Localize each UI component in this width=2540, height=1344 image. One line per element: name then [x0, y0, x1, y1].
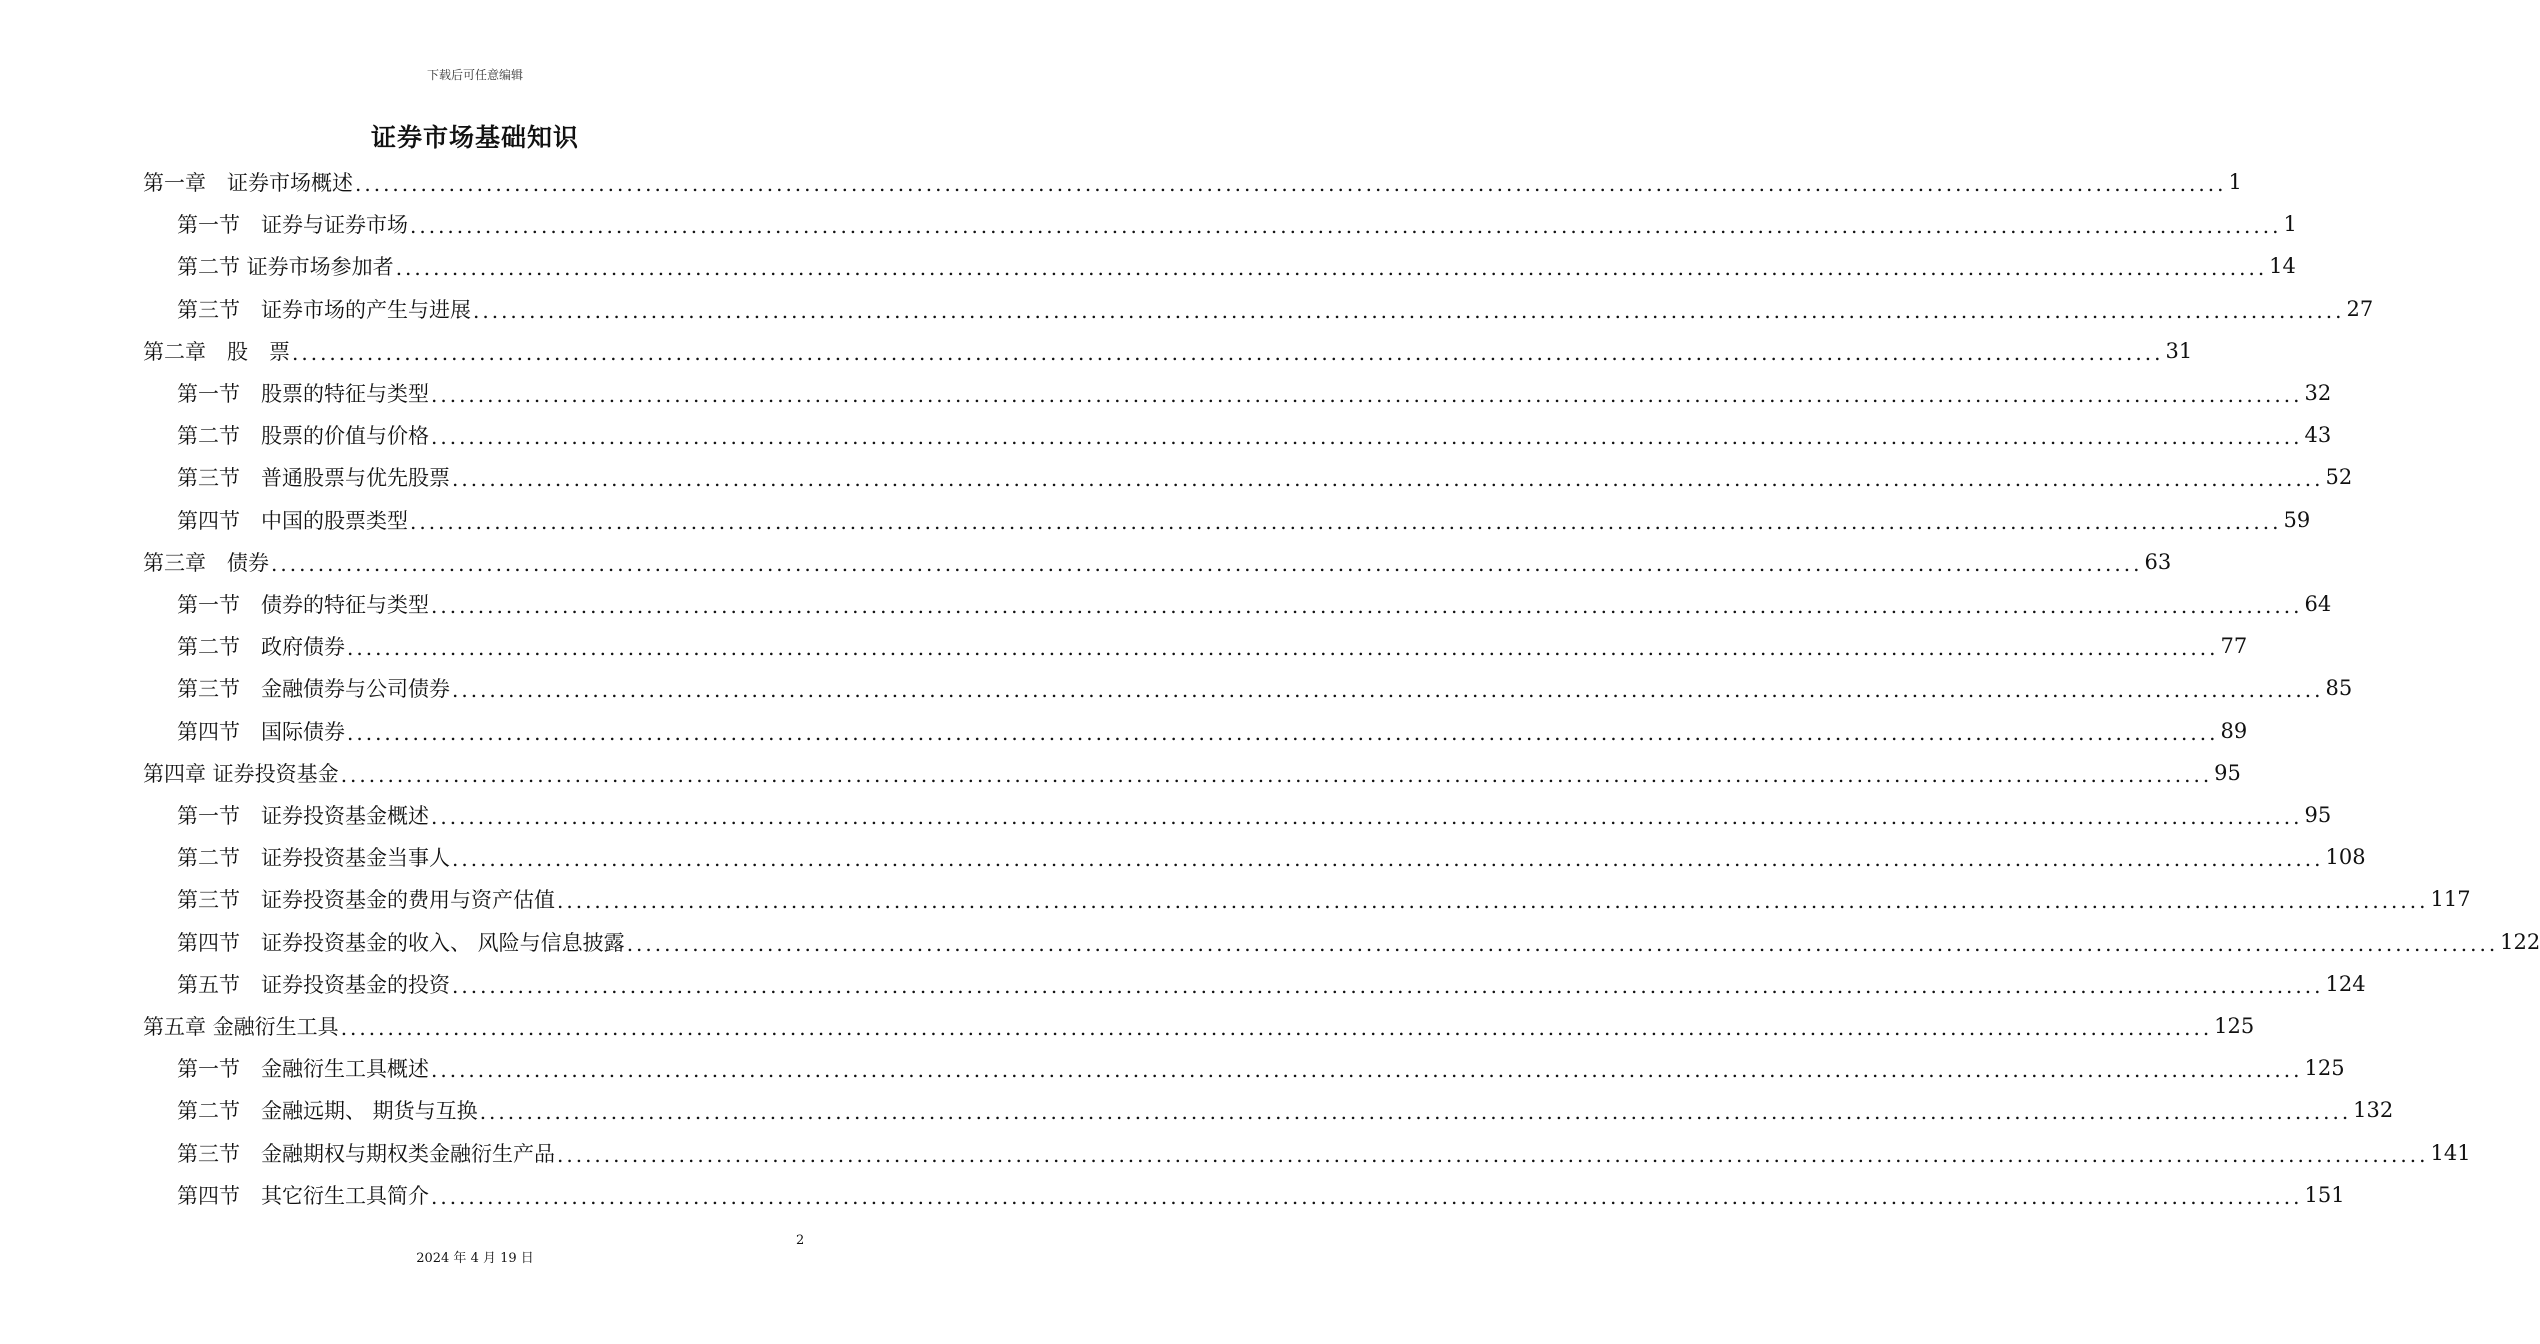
- footer-date: 2024 年 4 月 19 日: [416, 1251, 534, 1266]
- toc-entry-page: 1: [2283, 212, 2297, 237]
- toc-entry-label: 第四章 证券投资基金: [143, 761, 339, 786]
- toc-section-entry[interactable]: [177, 1174, 2345, 1216]
- toc-entry-page: 95: [2214, 760, 2241, 785]
- toc-section-entry[interactable]: [177, 921, 2540, 963]
- toc-dot-leader: ........................................................................................................................................................................................................: [431, 1058, 2303, 1083]
- toc-entry-label: 第三节 金融期权与期权类金融衍生产品: [177, 1141, 555, 1166]
- toc-dot-leader: ........................................................................................................................................................................................................: [340, 1016, 2213, 1040]
- toc-entry-label: 第三节 金融债券与公司债券: [177, 677, 450, 702]
- toc-entry-page: 64: [2304, 592, 2332, 616]
- toc-entry-label: 第四节 中国的股票类型: [177, 508, 408, 533]
- toc-section-entry[interactable]: [177, 583, 2332, 625]
- toc-section-entry[interactable]: [177, 456, 2353, 498]
- toc-entry-label: 第一节 证券与证券市场: [177, 213, 408, 238]
- toc-section-entry[interactable]: [177, 499, 2311, 541]
- toc-entry-label: 第四节 国际债券: [177, 719, 345, 744]
- toc-dot-leader: ........................................................................................................................................................................................................: [452, 678, 2324, 703]
- toc-entry-page: 59: [2283, 507, 2311, 532]
- toc-entry-page: 63: [2144, 549, 2172, 574]
- toc-section-entry[interactable]: [177, 836, 2366, 878]
- toc-entry-label: 第二节 证券投资基金当事人: [177, 846, 450, 871]
- toc-entry-label: 第一节 股票的特征与类型: [177, 382, 429, 406]
- toc-entry-page: 125: [2214, 1014, 2255, 1038]
- toc-dot-leader: ........................................................................................................................................................................................................: [271, 551, 2143, 576]
- toc-entry-label: 第四节 其它衍生工具简介: [177, 1183, 429, 1208]
- toc-entry-page: 95: [2304, 803, 2332, 827]
- toc-section-entry[interactable]: [177, 414, 2332, 456]
- toc-entry-label: 第一节 金融衍生工具概述: [177, 1057, 429, 1082]
- toc-entry-label: 第四节 证券投资基金的收入、 风险与信息披露: [177, 930, 625, 955]
- toc-dot-leader: ........................................................................................................................................................................................................: [473, 298, 2345, 323]
- toc-dot-leader: ........................................................................................................................................................................................................: [347, 720, 2219, 745]
- document-title: 证券市场基础知识: [370, 123, 579, 152]
- toc-entry-page: 32: [2304, 381, 2332, 405]
- toc-section-entry[interactable]: [177, 794, 2332, 836]
- toc-entry-label: 第五节 证券投资基金的投资: [177, 972, 450, 997]
- toc-entry-label: 第一节 证券投资基金概述: [177, 804, 429, 828]
- toc-entry-page: 141: [2430, 1140, 2471, 1165]
- toc-entry-page: 89: [2220, 718, 2248, 743]
- toc-chapter-entry[interactable]: [143, 541, 2172, 583]
- toc-entry-page: 85: [2325, 676, 2353, 701]
- toc-dot-leader: ........................................................................................................................................................................................................: [626, 931, 2499, 956]
- page-header: 下载后可任意编辑: [426, 68, 523, 82]
- toc-entry-page: 27: [2346, 296, 2374, 321]
- toc-dot-leader: ........................................................................................................................................................................................................: [347, 636, 2219, 661]
- toc-dot-leader: ........................................................................................................................................................................................................: [292, 340, 2164, 365]
- toc-section-entry[interactable]: [177, 625, 2248, 667]
- toc-entry-page: 108: [2325, 845, 2366, 870]
- toc-entry-page: 43: [2304, 423, 2332, 448]
- toc-entry-page: 122: [2500, 929, 2540, 954]
- toc-dot-leader: ........................................................................................................................................................................................................: [557, 889, 2429, 914]
- toc-entry-label: 第二节 证券市场参加者: [177, 255, 394, 280]
- toc-entry-label: 第二章 股 票: [143, 339, 290, 364]
- toc-entry-page: 77: [2220, 634, 2248, 659]
- toc-entry-page: 1: [2228, 170, 2242, 194]
- toc-chapter-entry[interactable]: [143, 161, 2242, 203]
- toc-dot-leader: ........................................................................................................................................................................................................: [340, 762, 2213, 787]
- toc-section-entry[interactable]: [177, 963, 2366, 1005]
- toc-entry-label: 第三节 证券投资基金的费用与资产估值: [177, 888, 555, 913]
- toc-dot-leader: ........................................................................................................................................................................................................: [395, 256, 2268, 281]
- toc-section-entry[interactable]: [177, 1047, 2345, 1089]
- toc-section-entry[interactable]: [177, 878, 2471, 920]
- toc-dot-leader: ........................................................................................................................................................................................................: [355, 172, 2227, 196]
- toc-dot-leader: ........................................................................................................................................................................................................: [410, 214, 2282, 239]
- toc-chapter-entry[interactable]: [143, 1005, 2255, 1047]
- toc-entry-page: 125: [2304, 1056, 2345, 1081]
- toc-entry-page: 124: [2325, 971, 2366, 996]
- toc-entry-label: 第二节 股票的价值与价格: [177, 424, 429, 449]
- toc-section-entry[interactable]: [177, 288, 2374, 330]
- toc-entry-page: 151: [2304, 1182, 2345, 1207]
- toc-entry-label: 第三章 债券: [143, 550, 269, 575]
- toc-entry-label: 第二节 政府债券: [177, 635, 345, 660]
- toc-dot-leader: ........................................................................................................................................................................................................: [557, 1142, 2429, 1167]
- page-number: 2: [796, 1233, 805, 1248]
- toc-dot-leader: ........................................................................................................................................................................................................: [410, 509, 2282, 534]
- toc-entry-page: 117: [2430, 887, 2471, 912]
- toc-entry-label: 第一节 债券的特征与类型: [177, 593, 429, 617]
- toc-entry-label: 第五章 金融衍生工具: [143, 1015, 339, 1039]
- toc-entry-label: 第二节 金融远期、 期货与互换: [177, 1099, 478, 1124]
- toc-section-entry[interactable]: [177, 667, 2353, 709]
- toc-section-entry[interactable]: [177, 1132, 2471, 1174]
- toc-section-entry[interactable]: [177, 710, 2248, 752]
- toc-dot-leader: ........................................................................................................................................................................................................: [431, 594, 2303, 618]
- toc-dot-leader: ........................................................................................................................................................................................................: [431, 805, 2303, 829]
- toc-section-entry[interactable]: [177, 1089, 2394, 1131]
- toc-entry-page: 14: [2269, 254, 2296, 279]
- toc-entry-label: 第三节 证券市场的产生与进展: [177, 297, 471, 322]
- toc-dot-leader: ........................................................................................................................................................................................................: [431, 383, 2303, 407]
- toc-entry-page: 132: [2353, 1098, 2394, 1123]
- toc-dot-leader: ........................................................................................................................................................................................................: [452, 847, 2324, 872]
- toc-section-entry[interactable]: [177, 372, 2332, 414]
- toc-entry-label: 第三节 普通股票与优先股票: [177, 466, 450, 491]
- toc-entry-label: 第一章 证券市场概述: [143, 171, 353, 195]
- toc-dot-leader: ........................................................................................................................................................................................................: [452, 973, 2324, 998]
- toc-entry-page: 31: [2165, 338, 2193, 363]
- toc-dot-leader: ........................................................................................................................................................................................................: [431, 1184, 2303, 1209]
- toc-chapter-entry[interactable]: [143, 330, 2193, 372]
- toc-section-entry[interactable]: [177, 203, 2297, 245]
- toc-dot-leader: ........................................................................................................................................................................................................: [452, 467, 2324, 492]
- toc-dot-leader: ........................................................................................................................................................................................................: [479, 1100, 2352, 1125]
- toc-section-entry[interactable]: [177, 245, 2296, 287]
- toc-dot-leader: ........................................................................................................................................................................................................: [431, 425, 2303, 450]
- toc-chapter-entry[interactable]: [143, 752, 2241, 794]
- toc-entry-page: 52: [2325, 465, 2353, 490]
